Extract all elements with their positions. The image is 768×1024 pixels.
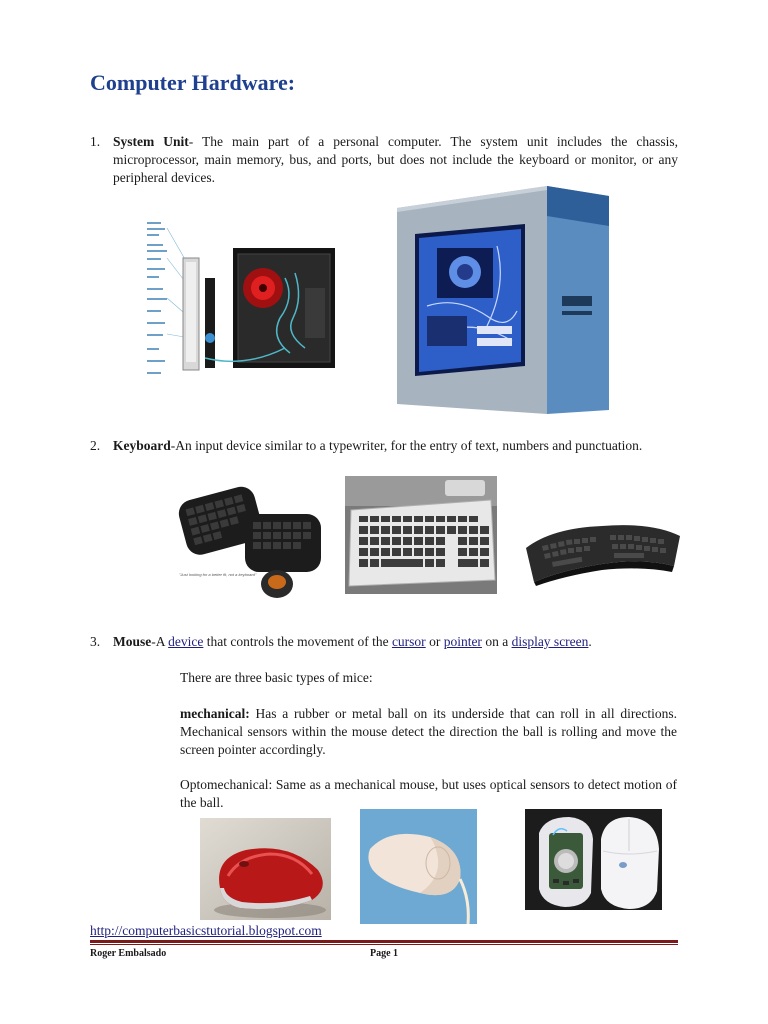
cursor-link[interactable]: cursor	[391, 634, 426, 649]
red-mouse-image	[200, 818, 331, 920]
mouse-description-text: that controls the movement of the	[203, 634, 392, 649]
footer-divider-thin	[90, 944, 678, 945]
system-unit-diagram-image	[145, 218, 335, 386]
footer-divider-thick	[90, 940, 678, 943]
footer-page-number: Page 1	[370, 948, 399, 959]
keyboard-image-caption: "Just looking for a better fit, not a keyboard"	[179, 572, 257, 577]
optomechanical-paragraph: Optomechanical: Same as a mechanical mouse, but uses optical sensors to detect motion of the ball.	[180, 777, 677, 810]
device-link[interactable]: device	[168, 634, 204, 649]
mouse-description-text: or	[425, 634, 444, 649]
mouse-description-text: -A	[151, 634, 169, 649]
keyboard-description: -An input device similar to a typewriter, for the entry of text, numbers and punctuation.	[170, 438, 643, 453]
list-item-keyboard	[90, 437, 678, 455]
list-number: 1.	[90, 134, 101, 149]
mice-intro-paragraph: There are three basic types of mice:	[180, 670, 373, 685]
mechanical-term: mechanical:	[180, 706, 250, 721]
list-number: 2.	[90, 438, 101, 453]
open-mouse-image	[525, 809, 662, 910]
standard-keyboard-image	[345, 476, 497, 594]
list-item-system-unit	[90, 133, 678, 187]
mouse-description-text: on a	[481, 634, 512, 649]
term-system-unit: System Unit	[113, 134, 189, 149]
white-mouse-image	[360, 809, 477, 924]
footer-author: Roger Embalsado	[90, 948, 167, 959]
mechanical-paragraph	[180, 705, 677, 759]
page-title: Computer Hardware:	[90, 70, 296, 95]
blue-pc-case-image	[397, 186, 611, 414]
system-unit-description: - The main part of a personal computer. The system unit includes the chassis, microprocessor, main memory, bus, and ports, but does not include the keyboard or monitor, or any peripheral devices.	[113, 134, 679, 185]
mechanical-description: Has a rubber or metal ball on its underside that can roll in all directions. Mechanical sensors within the mouse detect the direction the ball is rolling and move the screen pointer accordingly.	[180, 706, 677, 757]
term-keyboard: Keyboard	[113, 438, 171, 453]
list-item-mouse	[90, 633, 678, 651]
split-keyboard-image	[173, 478, 325, 602]
display-screen-link[interactable]: display screen	[511, 634, 589, 649]
footer-url-link[interactable]: http://computerbasicstutorial.blogspot.com	[90, 923, 322, 938]
term-mouse: Mouse	[113, 634, 152, 649]
curved-keyboard-image	[522, 508, 684, 586]
list-number: 3.	[90, 634, 101, 649]
mouse-description-text: .	[588, 634, 592, 649]
pointer-link[interactable]: pointer	[443, 634, 482, 649]
